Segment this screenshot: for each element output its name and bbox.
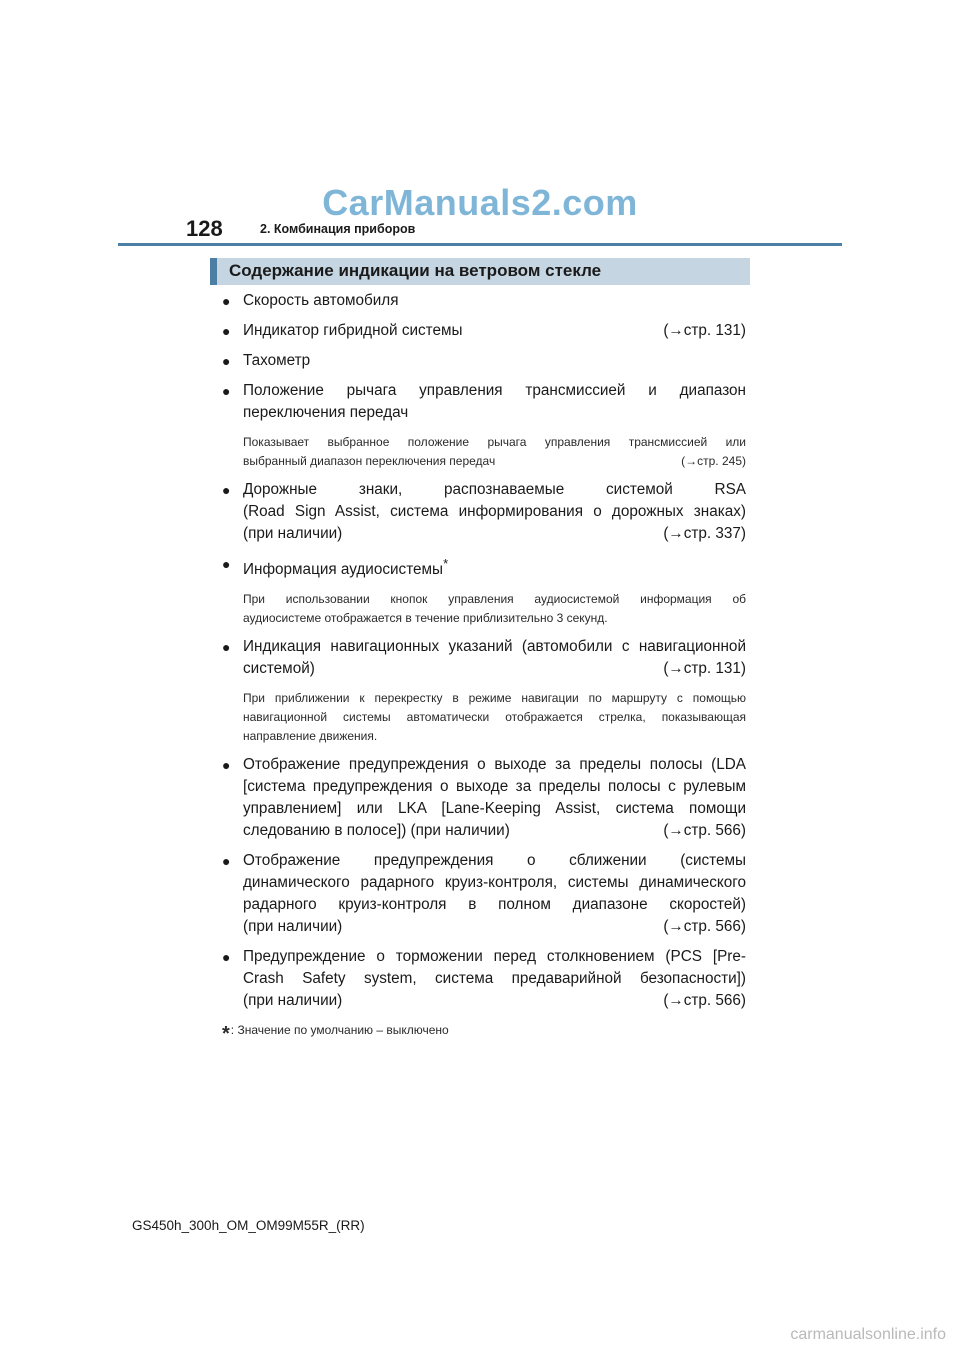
bullet-icon: ● (222, 853, 231, 870)
list-item (222, 350, 746, 372)
text-line: динамического радарного круиз-контроля, системы динамического (243, 874, 746, 892)
text-line: Показывает выбранное положение рычага управления трансмиссией или (243, 435, 746, 449)
text-line: Скорость автомобиля (243, 292, 399, 309)
list-item (222, 636, 746, 680)
spacer (222, 312, 746, 319)
text-line: направление движения. (243, 729, 378, 744)
text-line: Предупреждение о торможении перед столкновением (PCS [Pre- (243, 948, 746, 966)
bullet-icon: ● (222, 639, 231, 656)
page-reference: (→стр. 131) (663, 322, 746, 339)
list-item (222, 553, 746, 581)
page-reference: (→стр. 566) (663, 992, 746, 1010)
text-line: Информация аудиосистемы* (243, 556, 449, 579)
spacer (222, 1012, 746, 1019)
page-reference: (→стр. 337) (663, 525, 746, 542)
item-note (222, 689, 746, 746)
item-note (222, 433, 746, 471)
bullet-icon: ● (222, 757, 231, 774)
text-line: навигационной системы автоматически отображается стрелка, показывающая (243, 710, 746, 725)
page-reference: (→стр. 245) (681, 454, 746, 468)
list-item (222, 320, 746, 342)
text-line: Индикатор гибридной системы (243, 322, 463, 339)
text-line: аудиосистеме отображается в течение приблизительно 3 секунд. (243, 611, 608, 626)
text-line: (при наличии) (243, 525, 343, 542)
header-rule (118, 243, 842, 246)
list-item (222, 850, 746, 938)
watermark-top: CarManuals2.com (322, 182, 638, 223)
text-line: Тахометр (243, 352, 311, 369)
spacer (222, 342, 746, 349)
document-code: GS450h_300h_OM_OM99M55R_(RR) (132, 1218, 365, 1233)
text-line: При приближении к перекрестку в режиме навигации по маршруту с помощью (243, 691, 746, 706)
text-line: Crash Safety system, система предаварийной безопасности]) (243, 970, 746, 988)
spacer (222, 372, 746, 379)
text-line: системой) (243, 660, 315, 678)
text-line: Дорожные знаки, распознаваемые системой RSA (243, 481, 746, 498)
footnote-text: : Значение по умолчанию – выключено (230, 1023, 449, 1038)
bullet-icon: ● (222, 383, 231, 399)
footnote-marker: * (443, 556, 449, 571)
text-line-with-ref (243, 990, 746, 1012)
text-line-with-ref (243, 916, 746, 938)
list-item (222, 380, 746, 424)
text-line: радарного круиз-контроля в полном диапазоне скоростей) (243, 896, 746, 914)
bullet-icon: ● (222, 323, 231, 339)
text-line: [система предупреждения о выходе за пределы полосы с рулевым (243, 778, 746, 796)
text-line-with-ref (243, 523, 746, 545)
watermark-bottom: carmanualsonline.info (790, 1326, 946, 1343)
list-item (222, 754, 746, 842)
list-item (222, 479, 746, 545)
bullet-icon: ● (222, 293, 231, 309)
page-reference: (→стр. 131) (663, 660, 746, 678)
text-line-with-ref (243, 820, 746, 842)
text-line: При использовании кнопок управления аудиосистемой информация об (243, 592, 746, 607)
content (222, 289, 746, 1046)
text-line-with-ref (243, 320, 746, 342)
page-number: 128 (186, 216, 223, 241)
list-item (222, 290, 746, 312)
text-line: управлением] или LKA [Lane-Keeping Assist, система помощи (243, 800, 746, 818)
bullet-icon: ● (222, 949, 231, 966)
text-line: (при наличии) (243, 918, 343, 936)
item-note (222, 590, 746, 628)
text-line: переключения передач (243, 404, 409, 421)
text-line: (при наличии) (243, 992, 343, 1010)
text-line: выбранный диапазон переключения передач (243, 454, 496, 468)
page-reference: (→стр. 566) (663, 918, 746, 936)
spacer (222, 842, 746, 849)
text-line-with-ref (243, 658, 746, 680)
text-line-with-ref (243, 452, 746, 471)
list-item (222, 946, 746, 1012)
text-line: Отображение предупреждения о сближении (системы (243, 852, 746, 870)
footnote-star: * (222, 1023, 230, 1046)
spacer (222, 938, 746, 945)
topic-title: Содержание индикации на ветровом стекле (229, 261, 602, 280)
bullet-icon: ● (222, 353, 231, 369)
section-heading: 2. Комбинация приборов (260, 222, 416, 236)
text-line: Отображение предупреждения о выходе за пределы полосы (LDA (243, 756, 746, 774)
spacer (222, 545, 746, 552)
topic-bar (210, 258, 750, 285)
bullet-icon: ● (222, 482, 231, 498)
text-line: Индикация навигационных указаний (автомобили с навигационной (243, 638, 746, 656)
text-line: (Road Sign Assist, система информирования о дорожных знаках) (243, 503, 746, 520)
footnote (222, 1023, 746, 1046)
text-line: Положение рычага управления трансмиссией и диапазон (243, 382, 746, 399)
page-reference: (→стр. 566) (663, 822, 746, 840)
bullet-icon: ● (222, 556, 231, 572)
text-line: следованию в полосе]) (при наличии) (243, 822, 510, 840)
